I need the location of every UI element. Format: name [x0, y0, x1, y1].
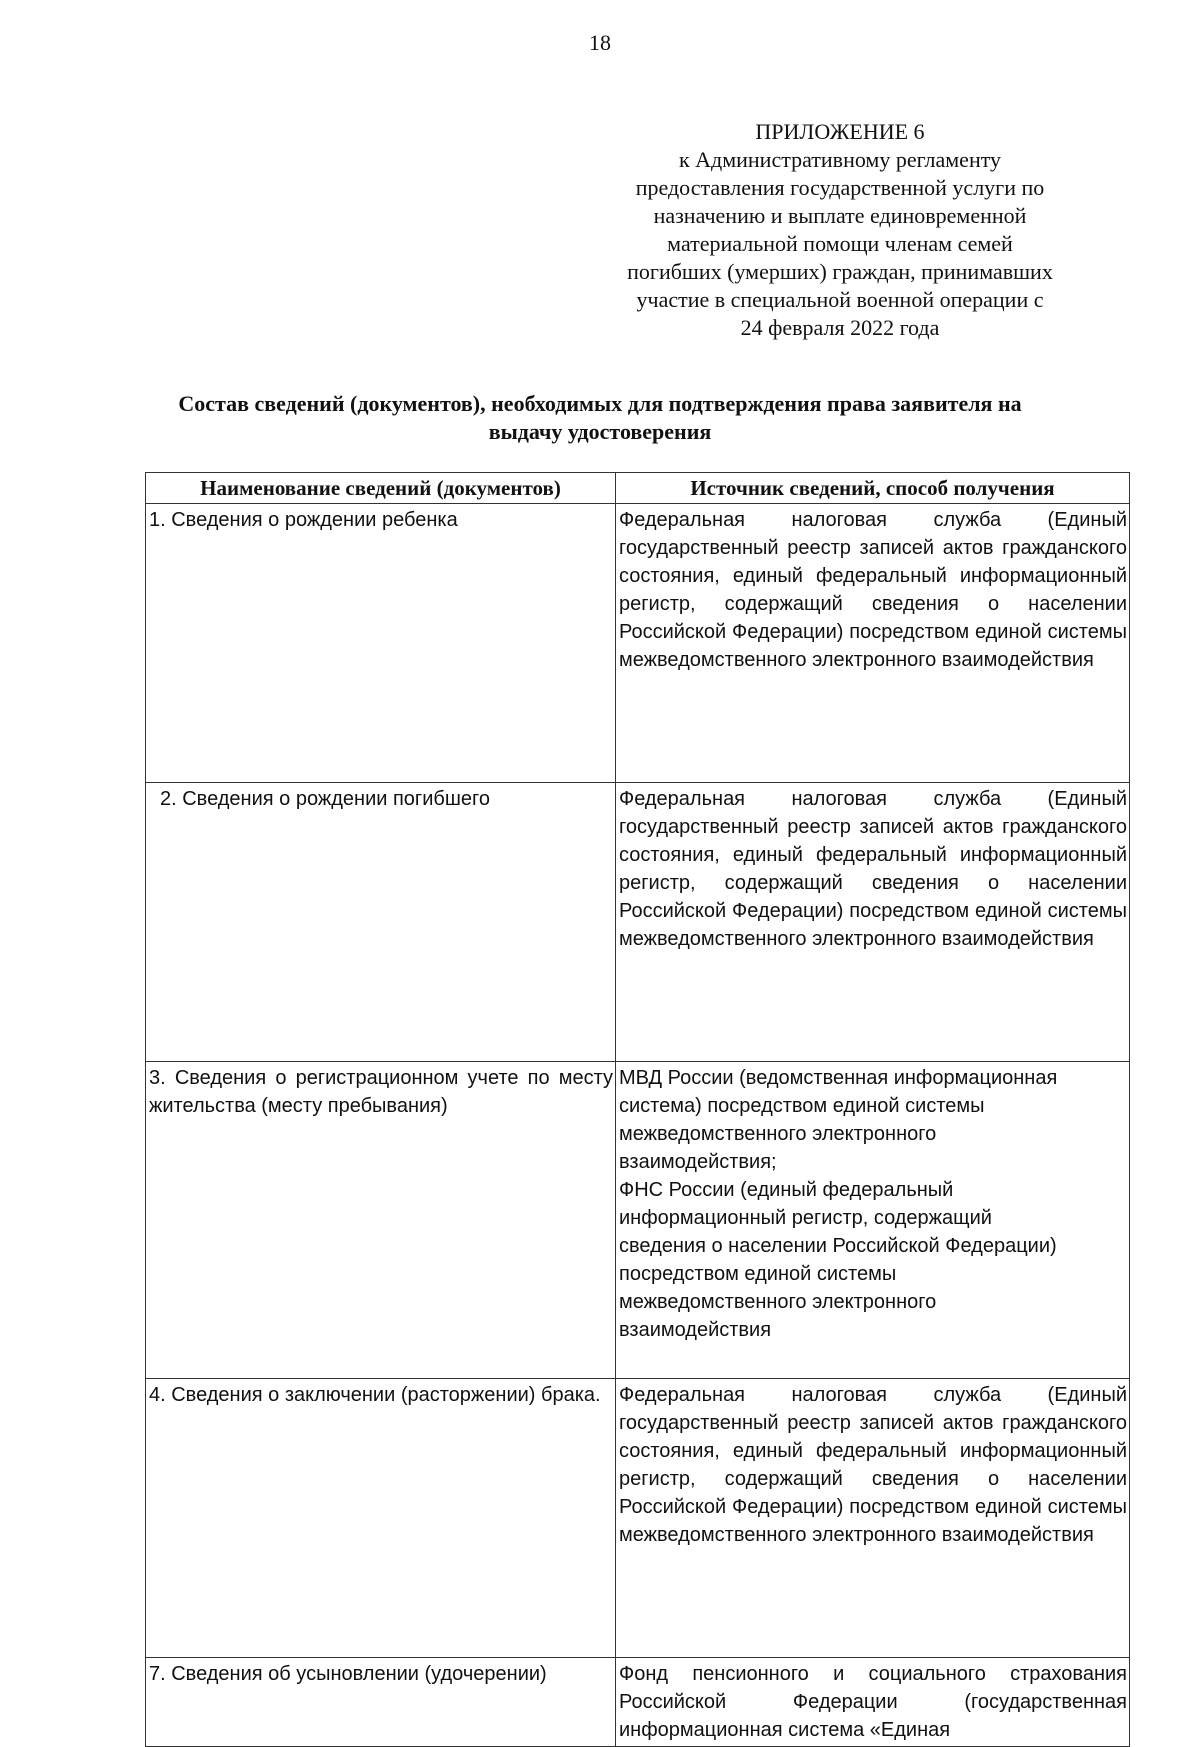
appendix-line: материальной помощи членам семей [667, 231, 1013, 256]
appendix-line: предоставления государственной услуги по [635, 175, 1045, 200]
table-header-row [146, 473, 1130, 504]
source-line: МВД России (ведомственная информационная [619, 1067, 1058, 1089]
title-line: выдачу удостоверения [488, 419, 712, 444]
column-header-name: Наименование сведений (документов) [146, 473, 616, 504]
document-title [120, 390, 1080, 446]
source-line: межведомственного электронного [619, 1123, 937, 1145]
document-name-cell: 4. Сведения о заключении (расторжении) брака. [146, 1379, 616, 1658]
document-name-cell: 3. Сведения о регистрационном учете по месту жительства (месту пребывания) [146, 1062, 616, 1379]
table-row [146, 1379, 1130, 1658]
document-name-cell: 7. Сведения об усыновлении (удочерении) [146, 1658, 616, 1747]
source-line: взаимодействия [619, 1319, 772, 1341]
source-line: система) посредством единой системы [619, 1095, 985, 1117]
appendix-line: участие в специальной военной операции с [636, 287, 1044, 312]
table-row [146, 783, 1130, 1062]
appendix-header [590, 118, 1090, 342]
source-cell [616, 1062, 1130, 1379]
source-cell: Федеральная налоговая служба (Единый государственный реестр записей актов гражданского состояния, единый федеральный информационный регистр, содержащий сведения о населении Российской Федерации) посредством единой системы межведомственного электронного взаимодействия [616, 1379, 1130, 1658]
title-line: Состав сведений (документов), необходимых для подтверждения права заявителя на [178, 391, 1022, 416]
source-cell: Федеральная налоговая служба (Единый государственный реестр записей актов гражданского состояния, единый федеральный информационный регистр, содержащий сведения о населении Российской Федерации) посредством единой системы межведомственного электронного взаимодействия [616, 504, 1130, 783]
source-line: взаимодействия; [619, 1151, 777, 1173]
table-row [146, 1062, 1130, 1379]
source-line: межведомственного электронного [619, 1291, 937, 1313]
source-line: ФНС России (единый федеральный [619, 1179, 954, 1201]
source-cell: Федеральная налоговая служба (Единый государственный реестр записей актов гражданского состояния, единый федеральный информационный регистр, содержащий сведения о населении Российской Федерации) посредством единой системы межведомственного электронного взаимодействия [616, 783, 1130, 1062]
appendix-line: погибших (умерших) граждан, принимавших [627, 259, 1053, 284]
appendix-line: ПРИЛОЖЕНИЕ 6 [755, 119, 925, 144]
table-row [146, 504, 1130, 783]
column-header-source: Источник сведений, способ получения [616, 473, 1130, 504]
source-line: посредством единой системы [619, 1263, 897, 1285]
table-row [146, 1658, 1130, 1747]
documents-table [145, 472, 1130, 1747]
appendix-line: 24 февраля 2022 года [740, 315, 940, 340]
source-cell: Фонд пенсионного и социального страхования Российской Федерации (государственная информационная система «Единая [616, 1658, 1130, 1747]
page-number: 18 [589, 30, 611, 55]
document-name-cell: 2. Сведения о рождении погибшего [146, 783, 616, 1062]
document-name-cell: 1. Сведения о рождении ребенка [146, 504, 616, 783]
source-line: информационный регистр, содержащий [619, 1207, 992, 1229]
appendix-line: к Административному регламенту [678, 147, 1002, 172]
appendix-line: назначению и выплате единовременной [653, 203, 1027, 228]
source-line: сведения о населении Российской Федерации) [619, 1235, 1057, 1257]
